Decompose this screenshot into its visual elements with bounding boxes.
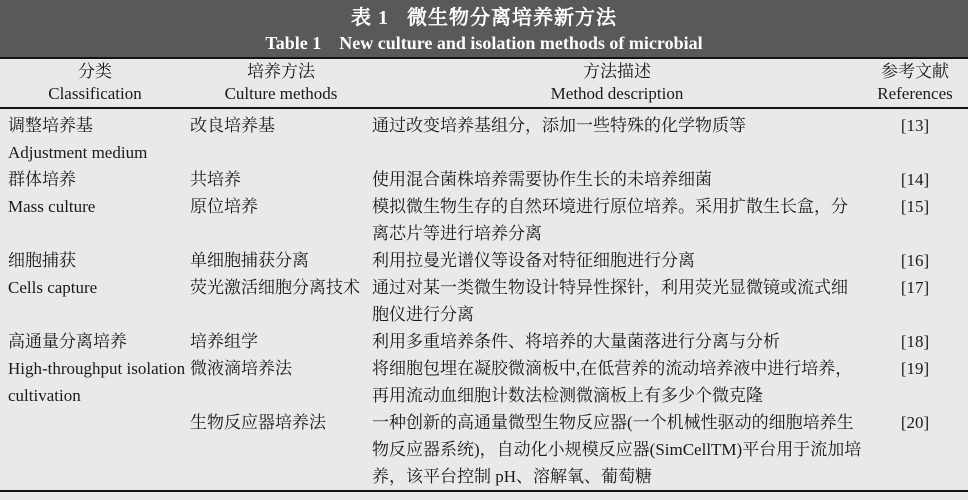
method-cell: 培养组学 <box>190 332 258 351</box>
classification-cell <box>0 112 190 166</box>
method-rows <box>190 112 968 166</box>
column-header-culture-methods-en: Culture methods <box>224 84 338 103</box>
reference-cell: [16] <box>900 251 930 270</box>
table-title-cn-text: 微生物分离培养新方法 <box>407 7 617 29</box>
method-cell: 改良培养基 <box>190 116 275 135</box>
classification-cn: 高通量分离培养 <box>8 332 127 351</box>
table-row-group <box>0 247 968 328</box>
method-rows <box>190 247 968 328</box>
classification-cn: 调整培养基 <box>8 116 93 135</box>
table-row-group <box>0 328 968 490</box>
description-cell: 使用混合菌株培养需要协作生长的未培养细菌 <box>372 170 712 189</box>
description-cell: 利用拉曼光谱仪等设备对特征细胞进行分离 <box>372 251 695 270</box>
classification-cn: 细胞捕获 <box>8 251 76 270</box>
table-row <box>190 247 968 274</box>
table-number-en: Table 1 <box>265 33 322 53</box>
reference-cell: [19] <box>900 359 930 378</box>
reference-cell: [15] <box>900 197 930 216</box>
column-header-classification <box>0 61 190 107</box>
table-row <box>190 409 968 490</box>
method-cell: 生物反应器培养法 <box>190 413 326 432</box>
table-title-cn <box>0 5 968 32</box>
column-header-method-description <box>372 61 862 107</box>
table-title-banner <box>0 0 968 57</box>
classification-en: Adjustment medium <box>8 143 148 162</box>
table-row-group <box>0 166 968 247</box>
table-row <box>190 193 968 247</box>
column-header-references <box>862 61 968 107</box>
column-header-culture-methods <box>190 61 372 107</box>
column-header-culture-methods-cn: 培养方法 <box>247 62 315 81</box>
column-header-references-cn: 参考文献 <box>881 62 949 81</box>
table-row <box>190 112 968 139</box>
description-cell: 将细胞包埋在凝胶微滴板中,在低营养的流动培养液中进行培养，再用流动血细胞计数法检测微滴板上有多少个微克隆 <box>372 359 853 405</box>
column-header-method-description-cn: 方法描述 <box>583 62 651 81</box>
method-rows <box>190 166 968 247</box>
reference-cell: [18] <box>900 332 930 351</box>
classification-cell <box>0 328 190 490</box>
table-row <box>190 355 968 409</box>
reference-cell: [20] <box>900 413 930 432</box>
description-cell: 通过改变培养基组分，添加一些特殊的化学物质等 <box>372 116 746 135</box>
description-cell: 利用多重培养条件、将培养的大量菌落进行分离与分析 <box>372 332 780 351</box>
description-cell: 一种创新的高通量微型生物反应器(一个机械性驱动的细胞培养生物反应器系统)，自动化小规模反应器(SimCellTM)平台用于流加培养，该平台控制 pH、溶解氧、葡萄糖 <box>372 413 862 486</box>
reference-cell: [13] <box>900 116 930 135</box>
description-cell: 模拟微生物生存的自然环境进行原位培养。采用扩散生长盒，分离芯片等进行培养分离 <box>372 197 848 243</box>
method-cell: 微液滴培养法 <box>190 359 292 378</box>
table-number-cn: 表 1 <box>351 7 389 29</box>
column-header-references-en: References <box>877 84 953 103</box>
table-title-en <box>0 32 968 55</box>
classification-en: Cells capture <box>8 278 98 297</box>
classification-cell <box>0 247 190 328</box>
table-row <box>190 274 968 328</box>
column-header-classification-en: Classification <box>48 84 142 103</box>
method-cell: 单细胞捕获分离 <box>190 251 309 270</box>
column-header-classification-cn: 分类 <box>78 62 112 81</box>
column-headers <box>0 57 968 109</box>
classification-cn: 群体培养 <box>8 170 76 189</box>
description-cell: 通过对某一类微生物设计特异性探针，利用荧光显微镜或流式细胞仪进行分离 <box>372 278 848 324</box>
reference-cell: [14] <box>900 170 930 189</box>
method-cell: 荧光激活细胞分离技术 <box>190 278 360 297</box>
classification-cell <box>0 166 190 247</box>
reference-cell: [17] <box>900 278 930 297</box>
method-rows <box>190 328 968 490</box>
table-row <box>190 166 968 193</box>
classification-en: Mass culture <box>8 197 96 216</box>
column-header-method-description-en: Method description <box>550 84 684 103</box>
method-cell: 共培养 <box>190 170 241 189</box>
method-cell: 原位培养 <box>190 197 258 216</box>
table-title-en-text: New culture and isolation methods of microbial <box>339 33 703 53</box>
table-row-group <box>0 112 968 166</box>
classification-en: High-throughput isolation cultivation <box>8 359 186 405</box>
table-row <box>190 328 968 355</box>
table-body <box>0 109 968 492</box>
